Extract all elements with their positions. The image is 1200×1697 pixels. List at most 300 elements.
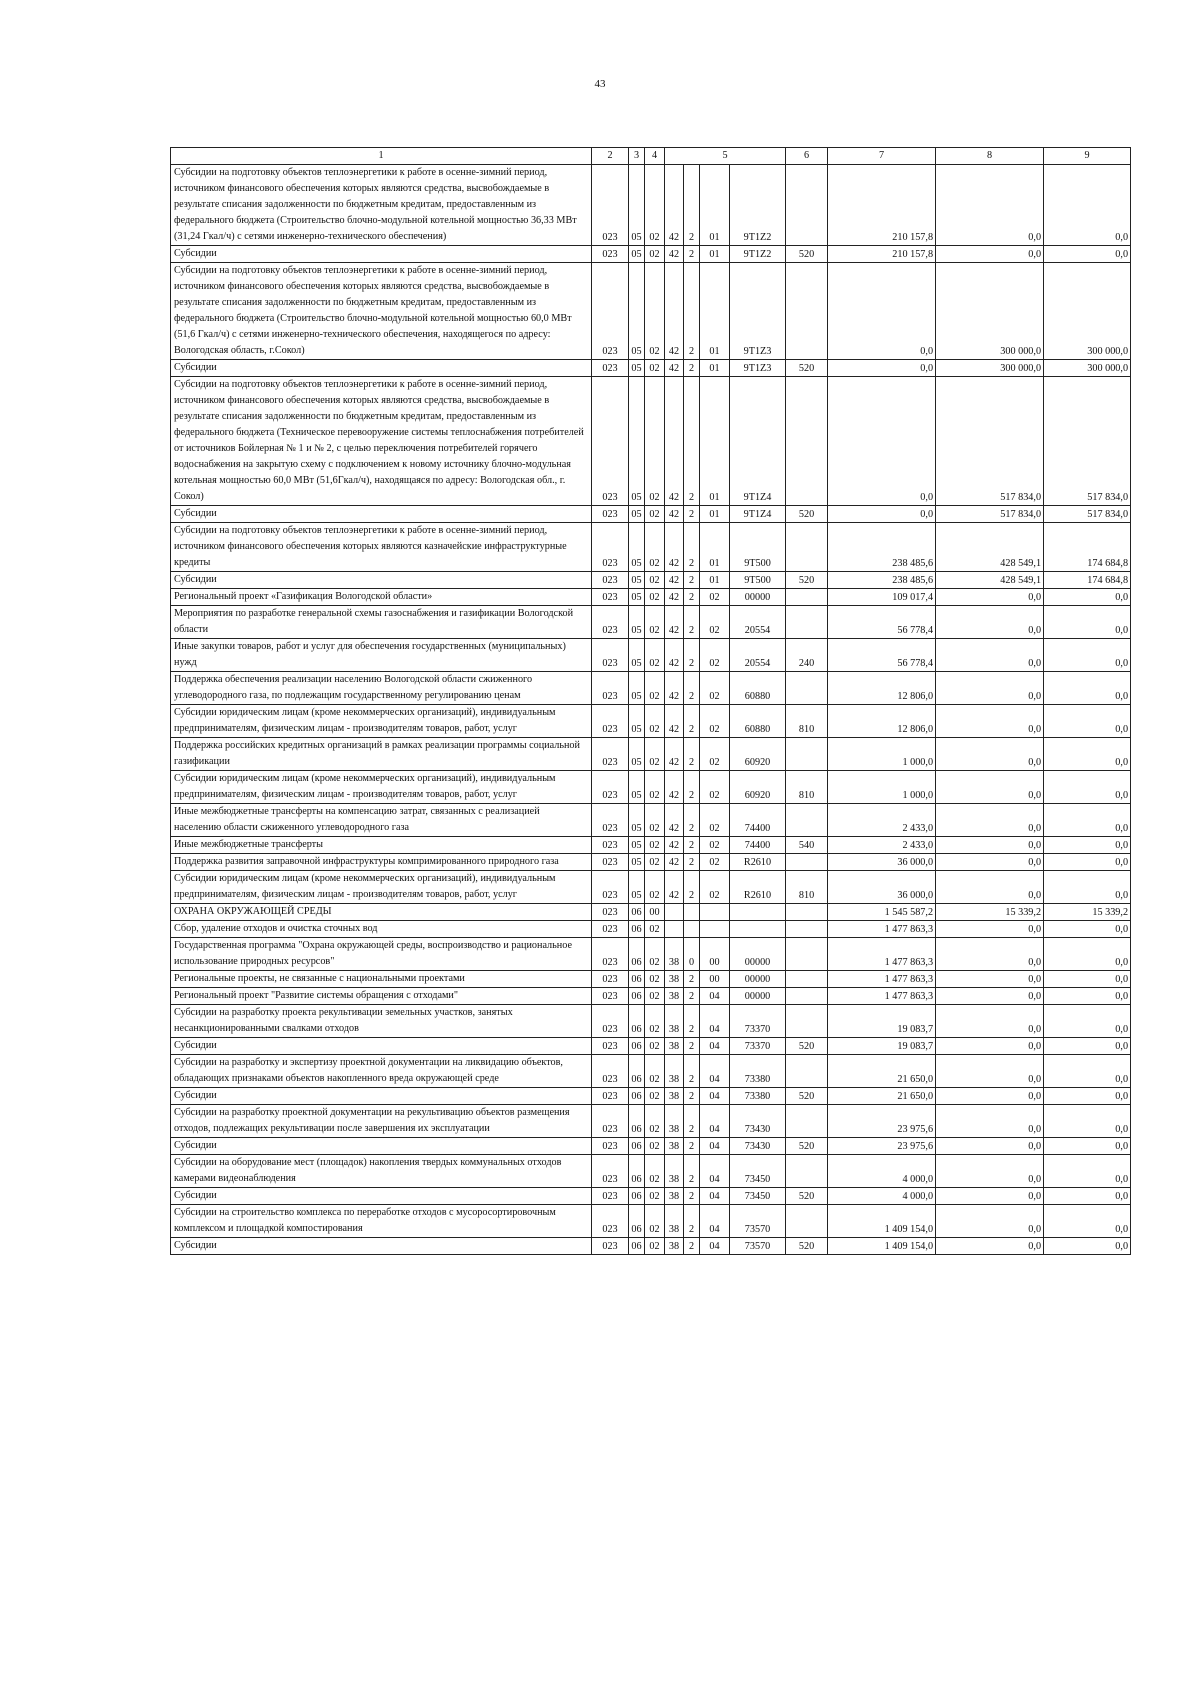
activity-code: 00 xyxy=(700,938,730,971)
amount-col-7: 19 083,7 xyxy=(828,1038,936,1055)
subprogram-code: 2 xyxy=(684,1155,700,1188)
table-row xyxy=(171,938,1131,971)
subprogram-code: 2 xyxy=(684,771,700,804)
header-cell: 9 xyxy=(1044,148,1131,165)
section-code: 05 xyxy=(629,871,645,904)
expense-type-code xyxy=(786,1155,828,1188)
expense-type-code: 520 xyxy=(786,360,828,377)
admin-code: 023 xyxy=(592,1055,629,1088)
direction-code: R2610 xyxy=(730,871,786,904)
admin-code: 023 xyxy=(592,938,629,971)
program-code: 38 xyxy=(665,1138,684,1155)
expense-type-code: 810 xyxy=(786,871,828,904)
activity-code: 01 xyxy=(700,572,730,589)
amount-col-9: 0,0 xyxy=(1044,1038,1131,1055)
activity-code: 04 xyxy=(700,1038,730,1055)
row-name: ОХРАНА ОКРУЖАЮЩЕЙ СРЕДЫ xyxy=(171,904,592,921)
activity-code: 01 xyxy=(700,246,730,263)
amount-col-8: 0,0 xyxy=(936,804,1044,837)
expense-type-code: 810 xyxy=(786,771,828,804)
amount-col-9: 0,0 xyxy=(1044,804,1131,837)
subsection-code: 02 xyxy=(645,705,665,738)
subprogram-code: 2 xyxy=(684,1205,700,1238)
admin-code: 023 xyxy=(592,1155,629,1188)
admin-code: 023 xyxy=(592,1105,629,1138)
subprogram-code: 2 xyxy=(684,804,700,837)
row-name: Субсидии xyxy=(171,572,592,589)
expense-type-code: 520 xyxy=(786,506,828,523)
subsection-code: 02 xyxy=(645,1038,665,1055)
amount-col-9: 0,0 xyxy=(1044,1005,1131,1038)
activity-code xyxy=(700,921,730,938)
admin-code: 023 xyxy=(592,804,629,837)
subsection-code: 02 xyxy=(645,1105,665,1138)
admin-code: 023 xyxy=(592,1138,629,1155)
direction-code: 60920 xyxy=(730,738,786,771)
table-row xyxy=(171,1005,1131,1038)
direction-code: 00000 xyxy=(730,988,786,1005)
row-name: Субсидии xyxy=(171,1038,592,1055)
activity-code: 01 xyxy=(700,263,730,360)
row-name: Региональный проект "Развитие системы обращения с отходами" xyxy=(171,988,592,1005)
amount-col-9: 0,0 xyxy=(1044,1138,1131,1155)
amount-col-9: 0,0 xyxy=(1044,1105,1131,1138)
subsection-code: 02 xyxy=(645,1238,665,1255)
amount-col-8: 0,0 xyxy=(936,672,1044,705)
section-code: 06 xyxy=(629,1155,645,1188)
section-code: 05 xyxy=(629,165,645,246)
section-code: 05 xyxy=(629,263,645,360)
section-code: 05 xyxy=(629,705,645,738)
amount-col-7: 0,0 xyxy=(828,377,936,506)
expense-type-code xyxy=(786,854,828,871)
subprogram-code: 2 xyxy=(684,263,700,360)
expense-type-code: 520 xyxy=(786,246,828,263)
amount-col-8: 517 834,0 xyxy=(936,506,1044,523)
direction-code: 00000 xyxy=(730,971,786,988)
program-code: 38 xyxy=(665,1205,684,1238)
program-code: 38 xyxy=(665,1105,684,1138)
amount-col-9: 0,0 xyxy=(1044,246,1131,263)
expense-type-code: 520 xyxy=(786,1188,828,1205)
expense-type-code: 540 xyxy=(786,837,828,854)
amount-col-7: 23 975,6 xyxy=(828,1138,936,1155)
amount-col-8: 0,0 xyxy=(936,1055,1044,1088)
section-code: 05 xyxy=(629,572,645,589)
section-code: 05 xyxy=(629,837,645,854)
activity-code: 04 xyxy=(700,1238,730,1255)
amount-col-8: 0,0 xyxy=(936,1238,1044,1255)
direction-code: 74400 xyxy=(730,804,786,837)
program-code: 42 xyxy=(665,771,684,804)
section-code: 05 xyxy=(629,639,645,672)
amount-col-9: 0,0 xyxy=(1044,1088,1131,1105)
budget-table xyxy=(170,147,1131,1255)
section-code: 05 xyxy=(629,771,645,804)
activity-code: 04 xyxy=(700,1105,730,1138)
amount-col-9: 0,0 xyxy=(1044,871,1131,904)
amount-col-7: 12 806,0 xyxy=(828,705,936,738)
amount-col-8: 0,0 xyxy=(936,606,1044,639)
row-name: Поддержка развития заправочной инфраструктуры компримированного природного газа xyxy=(171,854,592,871)
subsection-code: 02 xyxy=(645,938,665,971)
section-code: 06 xyxy=(629,1205,645,1238)
amount-col-9: 0,0 xyxy=(1044,589,1131,606)
amount-col-8: 0,0 xyxy=(936,1005,1044,1038)
program-code xyxy=(665,904,684,921)
direction-code: 73430 xyxy=(730,1105,786,1138)
row-name: Поддержка российских кредитных организаций в рамках реализации программы социальной газификации xyxy=(171,738,592,771)
amount-col-9: 0,0 xyxy=(1044,837,1131,854)
admin-code: 023 xyxy=(592,1088,629,1105)
program-code: 42 xyxy=(665,523,684,572)
expense-type-code xyxy=(786,523,828,572)
section-code: 06 xyxy=(629,1188,645,1205)
expense-type-code xyxy=(786,938,828,971)
expense-type-code xyxy=(786,1205,828,1238)
program-code: 42 xyxy=(665,738,684,771)
direction-code: 73380 xyxy=(730,1055,786,1088)
activity-code: 04 xyxy=(700,1005,730,1038)
program-code: 38 xyxy=(665,1055,684,1088)
row-name: Субсидии xyxy=(171,246,592,263)
amount-col-9: 517 834,0 xyxy=(1044,377,1131,506)
subprogram-code: 2 xyxy=(684,1088,700,1105)
table-row xyxy=(171,705,1131,738)
table-row xyxy=(171,639,1131,672)
admin-code: 023 xyxy=(592,1188,629,1205)
row-name: Субсидии xyxy=(171,1238,592,1255)
expense-type-code: 520 xyxy=(786,572,828,589)
amount-col-9: 0,0 xyxy=(1044,771,1131,804)
activity-code: 02 xyxy=(700,639,730,672)
table-row xyxy=(171,360,1131,377)
section-code: 05 xyxy=(629,672,645,705)
activity-code: 01 xyxy=(700,165,730,246)
program-code: 42 xyxy=(665,871,684,904)
direction-code: 20554 xyxy=(730,639,786,672)
amount-col-7: 56 778,4 xyxy=(828,639,936,672)
direction-code: 9Т500 xyxy=(730,572,786,589)
amount-col-9: 0,0 xyxy=(1044,1155,1131,1188)
admin-code: 023 xyxy=(592,988,629,1005)
amount-col-7: 21 650,0 xyxy=(828,1088,936,1105)
amount-col-9: 300 000,0 xyxy=(1044,360,1131,377)
admin-code: 023 xyxy=(592,705,629,738)
row-name: Субсидии xyxy=(171,1138,592,1155)
section-code: 05 xyxy=(629,804,645,837)
expense-type-code: 520 xyxy=(786,1138,828,1155)
section-code: 06 xyxy=(629,938,645,971)
amount-col-8: 0,0 xyxy=(936,1205,1044,1238)
amount-col-9: 0,0 xyxy=(1044,938,1131,971)
subsection-code: 02 xyxy=(645,263,665,360)
section-code: 06 xyxy=(629,1055,645,1088)
direction-code: 9Т1Z4 xyxy=(730,377,786,506)
section-code: 05 xyxy=(629,506,645,523)
amount-col-7: 109 017,4 xyxy=(828,589,936,606)
table-row xyxy=(171,672,1131,705)
row-name: Субсидии xyxy=(171,506,592,523)
section-code: 05 xyxy=(629,523,645,572)
expense-type-code: 520 xyxy=(786,1088,828,1105)
row-name: Субсидии на разработку проектной документации на рекультивацию объектов размещения отходов, подлежащих рекультивации после завершения их эксплуатации xyxy=(171,1105,592,1138)
expense-type-code xyxy=(786,589,828,606)
amount-col-7: 12 806,0 xyxy=(828,672,936,705)
row-name: Иные межбюджетные трансферты xyxy=(171,837,592,854)
subprogram-code: 2 xyxy=(684,837,700,854)
table-row xyxy=(171,1155,1131,1188)
program-code: 42 xyxy=(665,837,684,854)
direction-code: 9Т500 xyxy=(730,523,786,572)
program-code xyxy=(665,921,684,938)
amount-col-9: 0,0 xyxy=(1044,1188,1131,1205)
amount-col-7: 1 477 863,3 xyxy=(828,971,936,988)
activity-code: 02 xyxy=(700,837,730,854)
header-cell: 7 xyxy=(828,148,936,165)
section-code: 06 xyxy=(629,1005,645,1038)
subprogram-code: 2 xyxy=(684,506,700,523)
expense-type-code xyxy=(786,738,828,771)
program-code: 38 xyxy=(665,1188,684,1205)
program-code: 42 xyxy=(665,854,684,871)
amount-col-7: 19 083,7 xyxy=(828,1005,936,1038)
table-row xyxy=(171,589,1131,606)
header-cell: 1 xyxy=(171,148,592,165)
amount-col-8: 0,0 xyxy=(936,1138,1044,1155)
amount-col-9: 0,0 xyxy=(1044,854,1131,871)
subsection-code: 02 xyxy=(645,1155,665,1188)
table-row xyxy=(171,506,1131,523)
amount-col-9: 0,0 xyxy=(1044,1238,1131,1255)
subsection-code: 02 xyxy=(645,804,665,837)
direction-code: 73450 xyxy=(730,1188,786,1205)
row-name: Субсидии на подготовку объектов теплоэнергетики к работе в осенне-зимний период, источником финансового обеспечения которых являются средства, высвобождаемые в результате списания задолженности по бюджетным кредитам, предоставленным из федерального бюджета (Строительство блочно-модульной котельной мощностью 60,0 МВт (51,6 Гкал/ч) с сетями инженерно-технического обеспечения, находящегося по адресу: Вологодская область, г.Сокол) xyxy=(171,263,592,360)
amount-col-8: 0,0 xyxy=(936,1088,1044,1105)
amount-col-9: 174 684,8 xyxy=(1044,572,1131,589)
table-row xyxy=(171,1138,1131,1155)
amount-col-7: 2 433,0 xyxy=(828,804,936,837)
activity-code: 02 xyxy=(700,771,730,804)
section-code: 05 xyxy=(629,589,645,606)
table-row xyxy=(171,1055,1131,1088)
expense-type-code: 810 xyxy=(786,705,828,738)
table-row xyxy=(171,263,1131,360)
subprogram-code: 2 xyxy=(684,738,700,771)
subprogram-code: 2 xyxy=(684,246,700,263)
amount-col-7: 0,0 xyxy=(828,360,936,377)
direction-code: 00000 xyxy=(730,938,786,971)
table-row xyxy=(171,971,1131,988)
admin-code: 023 xyxy=(592,377,629,506)
program-code: 38 xyxy=(665,1155,684,1188)
amount-col-7: 1 409 154,0 xyxy=(828,1205,936,1238)
subsection-code: 02 xyxy=(645,572,665,589)
subprogram-code: 2 xyxy=(684,1238,700,1255)
admin-code: 023 xyxy=(592,1038,629,1055)
subprogram-code: 2 xyxy=(684,1188,700,1205)
expense-type-code xyxy=(786,263,828,360)
expense-type-code xyxy=(786,165,828,246)
admin-code: 023 xyxy=(592,506,629,523)
amount-col-7: 21 650,0 xyxy=(828,1055,936,1088)
program-code: 38 xyxy=(665,938,684,971)
subprogram-code: 2 xyxy=(684,165,700,246)
amount-col-8: 300 000,0 xyxy=(936,360,1044,377)
program-code: 38 xyxy=(665,1038,684,1055)
amount-col-9: 0,0 xyxy=(1044,672,1131,705)
table-row xyxy=(171,377,1131,506)
amount-col-8: 0,0 xyxy=(936,1188,1044,1205)
table-row xyxy=(171,837,1131,854)
direction-code: R2610 xyxy=(730,854,786,871)
activity-code: 01 xyxy=(700,523,730,572)
amount-col-8: 0,0 xyxy=(936,738,1044,771)
subprogram-code: 2 xyxy=(684,1105,700,1138)
table-header xyxy=(171,148,1131,165)
program-code: 42 xyxy=(665,377,684,506)
amount-col-7: 56 778,4 xyxy=(828,606,936,639)
amount-col-8: 0,0 xyxy=(936,705,1044,738)
amount-col-7: 210 157,8 xyxy=(828,165,936,246)
amount-col-9: 0,0 xyxy=(1044,705,1131,738)
subprogram-code: 2 xyxy=(684,1138,700,1155)
table-body xyxy=(171,165,1131,1255)
subprogram-code: 0 xyxy=(684,938,700,971)
expense-type-code xyxy=(786,921,828,938)
expense-type-code xyxy=(786,804,828,837)
amount-col-8: 0,0 xyxy=(936,1038,1044,1055)
amount-col-7: 0,0 xyxy=(828,263,936,360)
activity-code: 02 xyxy=(700,871,730,904)
subsection-code: 02 xyxy=(645,165,665,246)
table-row xyxy=(171,606,1131,639)
direction-code: 73570 xyxy=(730,1238,786,1255)
program-code: 42 xyxy=(665,589,684,606)
expense-type-code: 240 xyxy=(786,639,828,672)
program-code: 42 xyxy=(665,672,684,705)
row-name: Субсидии на оборудование мест (площадок) накопления твердых коммунальных отходов камерами видеонаблюдения xyxy=(171,1155,592,1188)
admin-code: 023 xyxy=(592,1205,629,1238)
amount-col-8: 0,0 xyxy=(936,246,1044,263)
program-code: 42 xyxy=(665,639,684,672)
subsection-code: 00 xyxy=(645,904,665,921)
subsection-code: 02 xyxy=(645,988,665,1005)
section-code: 06 xyxy=(629,1088,645,1105)
activity-code: 01 xyxy=(700,506,730,523)
subsection-code: 02 xyxy=(645,854,665,871)
activity-code: 01 xyxy=(700,377,730,506)
amount-col-7: 1 477 863,3 xyxy=(828,921,936,938)
admin-code: 023 xyxy=(592,971,629,988)
amount-col-7: 23 975,6 xyxy=(828,1105,936,1138)
admin-code: 023 xyxy=(592,360,629,377)
amount-col-7: 1 000,0 xyxy=(828,771,936,804)
amount-col-8: 517 834,0 xyxy=(936,377,1044,506)
subsection-code: 02 xyxy=(645,672,665,705)
amount-col-9: 0,0 xyxy=(1044,988,1131,1005)
section-code: 05 xyxy=(629,606,645,639)
admin-code: 023 xyxy=(592,639,629,672)
section-code: 05 xyxy=(629,246,645,263)
subprogram-code: 2 xyxy=(684,672,700,705)
amount-col-9: 517 834,0 xyxy=(1044,506,1131,523)
row-name: Субсидии на разработку проекта рекультивации земельных участков, занятых несанкционированными свалками отходов xyxy=(171,1005,592,1038)
row-name: Субсидии на строительство комплекса по переработке отходов с мусоросортировочным комплексом и площадкой компостирования xyxy=(171,1205,592,1238)
activity-code: 04 xyxy=(700,1138,730,1155)
table-row xyxy=(171,904,1131,921)
admin-code: 023 xyxy=(592,672,629,705)
expense-type-code xyxy=(786,971,828,988)
row-name: Субсидии xyxy=(171,1188,592,1205)
activity-code: 04 xyxy=(700,1088,730,1105)
subprogram-code xyxy=(684,921,700,938)
amount-col-7: 36 000,0 xyxy=(828,871,936,904)
amount-col-7: 36 000,0 xyxy=(828,854,936,871)
direction-code xyxy=(730,904,786,921)
program-code: 38 xyxy=(665,1238,684,1255)
subsection-code: 02 xyxy=(645,1088,665,1105)
direction-code: 73450 xyxy=(730,1155,786,1188)
table-row xyxy=(171,572,1131,589)
subsection-code: 02 xyxy=(645,506,665,523)
expense-type-code xyxy=(786,377,828,506)
amount-col-7: 1 545 587,2 xyxy=(828,904,936,921)
table-row xyxy=(171,1038,1131,1055)
amount-col-9: 0,0 xyxy=(1044,738,1131,771)
program-code: 42 xyxy=(665,506,684,523)
program-code: 38 xyxy=(665,988,684,1005)
admin-code: 023 xyxy=(592,738,629,771)
row-name: Субсидии юридическим лицам (кроме некоммерческих организаций), индивидуальным предпринимателям, физическим лицам - производителям товаров, работ, услуг xyxy=(171,871,592,904)
expense-type-code xyxy=(786,904,828,921)
subsection-code: 02 xyxy=(645,1205,665,1238)
subprogram-code xyxy=(684,904,700,921)
admin-code: 023 xyxy=(592,854,629,871)
amount-col-8: 0,0 xyxy=(936,1155,1044,1188)
row-name: Государственная программа "Охрана окружающей среды, воспроизводство и рациональное использование природных ресурсов" xyxy=(171,938,592,971)
amount-col-8: 0,0 xyxy=(936,971,1044,988)
amount-col-8: 0,0 xyxy=(936,771,1044,804)
section-code: 06 xyxy=(629,1238,645,1255)
row-name: Субсидии юридическим лицам (кроме некоммерческих организаций), индивидуальным предпринимателям, физическим лицам - производителям товаров, работ, услуг xyxy=(171,705,592,738)
subsection-code: 02 xyxy=(645,921,665,938)
amount-col-8: 0,0 xyxy=(936,938,1044,971)
amount-col-7: 1 477 863,3 xyxy=(828,988,936,1005)
table-row xyxy=(171,1105,1131,1138)
subsection-code: 02 xyxy=(645,871,665,904)
expense-type-code xyxy=(786,606,828,639)
activity-code: 04 xyxy=(700,1188,730,1205)
amount-col-8: 0,0 xyxy=(936,871,1044,904)
amount-col-7: 4 000,0 xyxy=(828,1188,936,1205)
header-cell: 5 xyxy=(665,148,786,165)
expense-type-code xyxy=(786,1055,828,1088)
program-code: 42 xyxy=(665,705,684,738)
amount-col-8: 0,0 xyxy=(936,921,1044,938)
direction-code: 60920 xyxy=(730,771,786,804)
amount-col-7: 4 000,0 xyxy=(828,1155,936,1188)
admin-code: 023 xyxy=(592,589,629,606)
table-row xyxy=(171,804,1131,837)
amount-col-7: 238 485,6 xyxy=(828,523,936,572)
amount-col-9: 0,0 xyxy=(1044,1055,1131,1088)
activity-code: 04 xyxy=(700,1055,730,1088)
activity-code: 04 xyxy=(700,1205,730,1238)
subsection-code: 02 xyxy=(645,523,665,572)
row-name: Мероприятия по разработке генеральной схемы газоснабжения и газификации Вологодской области xyxy=(171,606,592,639)
row-name: Субсидии на разработку и экспертизу проектной документации на ликвидацию объектов, обладающих признаками объектов накопленного вреда окружающей среде xyxy=(171,1055,592,1088)
